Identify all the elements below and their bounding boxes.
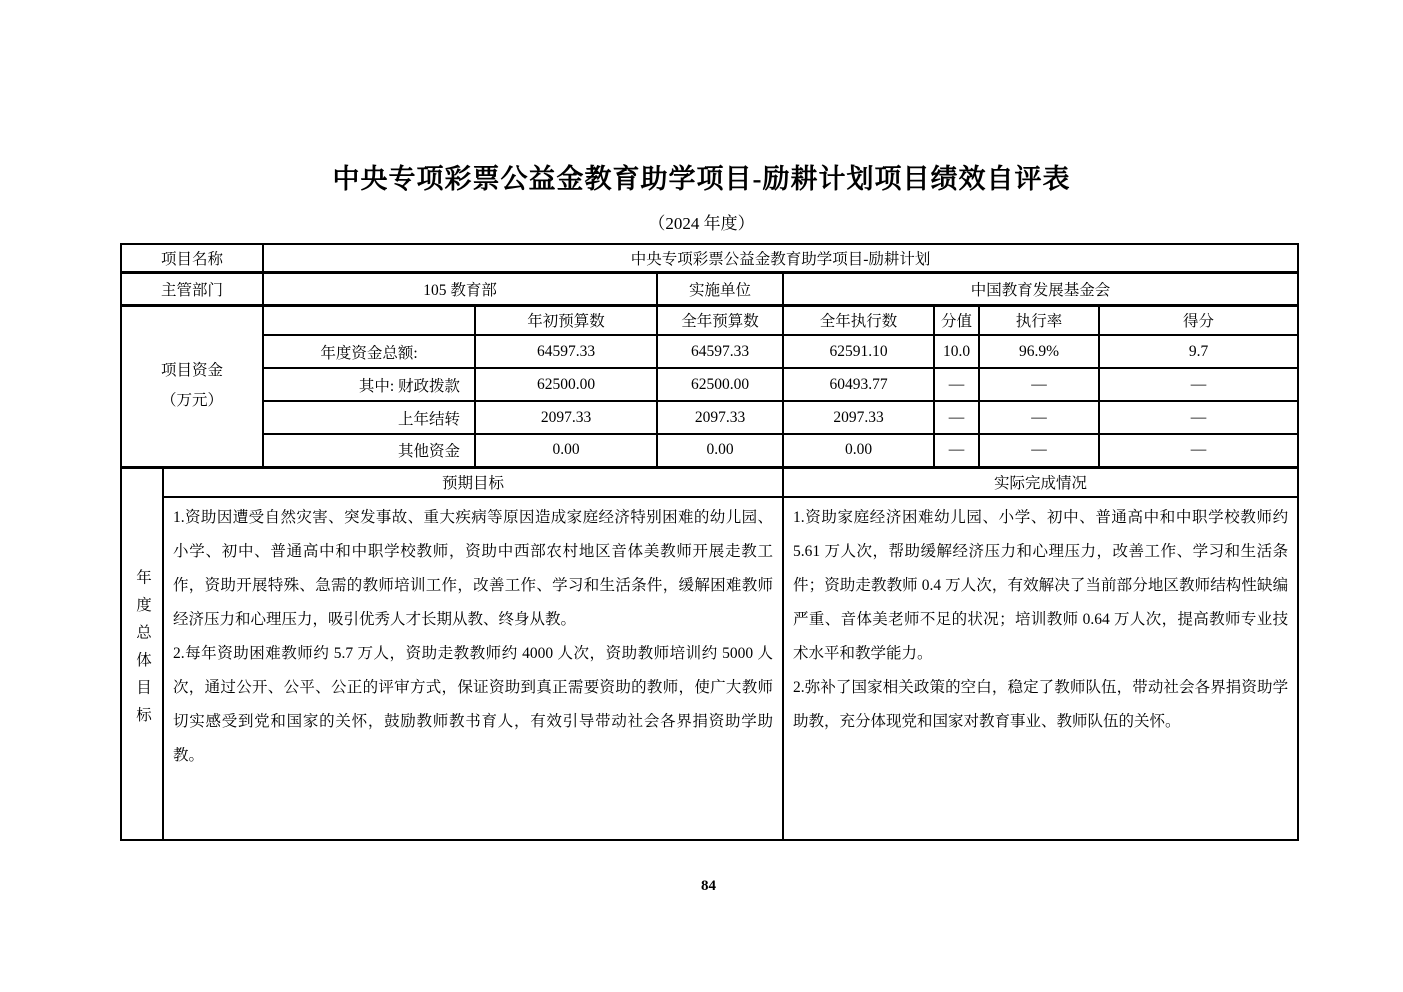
funds-row-label: 年度资金总额:	[263, 335, 475, 368]
funds-cell: 62500.00	[475, 368, 657, 401]
funds-cell: 2097.33	[475, 401, 657, 434]
expected-goal-content-cell	[163, 497, 783, 840]
table-row-goals-header	[121, 467, 1298, 497]
actual-completion-content-cell	[783, 497, 1298, 840]
funds-cell: —	[934, 434, 979, 467]
funds-cell: 64597.33	[657, 335, 783, 368]
dept-value-cell: 105 教育部	[263, 272, 657, 305]
annual-goal-section-label: 年度总体目标	[134, 568, 151, 734]
funds-cell: 62500.00	[657, 368, 783, 401]
paragraph: 1.资助家庭经济困难幼儿园、小学、初中、普通高中和中职学校教师约 5.61 万人次，帮助缓解经济压力和心理压力，改善工作、学习和生活条件；资助走教教师 0.4 万人次，有效解决了当前部分地区教师结构性缺编严重、音体美老师不足的状况；培训教师 0.64 万人次，提高教师专业技术水平和教学能力。	[793, 509, 1289, 662]
funds-cell: —	[979, 401, 1099, 434]
funds-cell: 2097.33	[783, 401, 934, 434]
page-number: 84	[701, 878, 716, 894]
header-execution-rate: 执行率	[979, 305, 1099, 335]
funds-cell: 96.9%	[979, 335, 1099, 368]
document-subtitle: （2024 年度）	[648, 214, 755, 233]
paragraph: 1.资助因遭受自然灾害、突发事故、重大疾病等原因造成家庭经济特别困难的幼儿园、小学、初中、普通高中和中职学校教师，资助中西部农村地区音体美教师开展走教工作，资助开展特殊、急需的教师培训工作，改善工作、学习和生活条件，缓解困难教师经济压力和心理压力，吸引优秀人才长期从教、终身从教。	[173, 509, 774, 628]
actual-completion-header-cell: 实际完成情况	[783, 467, 1298, 497]
funds-cell: 0.00	[475, 434, 657, 467]
header-score: 得分	[1099, 305, 1298, 335]
header-full-year-execution: 全年执行数	[783, 305, 934, 335]
funds-cell: —	[934, 401, 979, 434]
annual-goal-section-label-cell	[121, 467, 163, 840]
paragraph: 2.弥补了国家相关政策的空白，稳定了教师队伍，带动社会各界捐资助学助教，充分体现党和国家对教育事业、教师队伍的关怀。	[793, 679, 1289, 730]
funds-cell: 62591.10	[783, 335, 934, 368]
table-row-funds-carryover	[121, 401, 1298, 434]
funds-cell: 60493.77	[783, 368, 934, 401]
funds-cell: 2097.33	[657, 401, 783, 434]
table-row-goals-content	[121, 497, 1298, 840]
header-year-initial-budget: 年初预算数	[475, 305, 657, 335]
funds-cell: 0.00	[783, 434, 934, 467]
header-full-year-budget: 全年预算数	[657, 305, 783, 335]
header-score-weight: 分值	[934, 305, 979, 335]
funds-row-label: 其他资金	[263, 434, 475, 467]
table-row-funds-total	[121, 335, 1298, 368]
performance-self-evaluation-table	[120, 243, 1299, 841]
funds-cell: —	[979, 434, 1099, 467]
funds-cell: —	[934, 368, 979, 401]
funds-section-label-cell	[121, 305, 263, 467]
table-row-funds-other	[121, 434, 1298, 467]
funds-cell: —	[1099, 401, 1298, 434]
table-row-funds-fiscal	[121, 368, 1298, 401]
project-name-label-cell: 项目名称	[121, 244, 263, 272]
table-row-funds-header	[121, 305, 1298, 335]
impl-unit-label-cell: 实施单位	[657, 272, 783, 305]
dept-label-cell: 主管部门	[121, 272, 263, 305]
funds-row-label: 其中: 财政拨款	[263, 368, 475, 401]
paragraph: 2.每年资助困难教师约 5.7 万人，资助走教教师约 4000 人次，资助教师培训约 5000 人次，通过公开、公平、公正的评审方式，保证资助到真正需要资助的教师，使广大教师切实感受到党和国家的关怀，鼓励教师教书育人，有效引导带动社会各界捐资助学助教。	[173, 645, 774, 764]
funds-cell: 10.0	[934, 335, 979, 368]
funds-cell: —	[1099, 434, 1298, 467]
self-evaluation-table-wrapper	[120, 243, 1403, 841]
funds-empty-header-cell	[263, 305, 475, 335]
funds-row-label: 上年结转	[263, 401, 475, 434]
expected-goal-header-cell: 预期目标	[163, 467, 783, 497]
document-title: 中央专项彩票公益金教育助学项目-励耕计划项目绩效自评表	[332, 164, 1071, 194]
funds-cell: —	[979, 368, 1099, 401]
table-row-project-name	[121, 244, 1298, 272]
funds-cell: 64597.33	[475, 335, 657, 368]
funds-section-label-line1: 项目资金	[161, 362, 224, 379]
funds-cell: 0.00	[657, 434, 783, 467]
funds-section-label-line2: （万元）	[161, 392, 224, 409]
funds-cell: 9.7	[1099, 335, 1298, 368]
project-name-value-cell: 中央专项彩票公益金教育助学项目-励耕计划	[263, 244, 1298, 272]
funds-cell: —	[1099, 368, 1298, 401]
table-row-departments	[121, 272, 1298, 305]
impl-unit-value-cell: 中国教育发展基金会	[783, 272, 1298, 305]
